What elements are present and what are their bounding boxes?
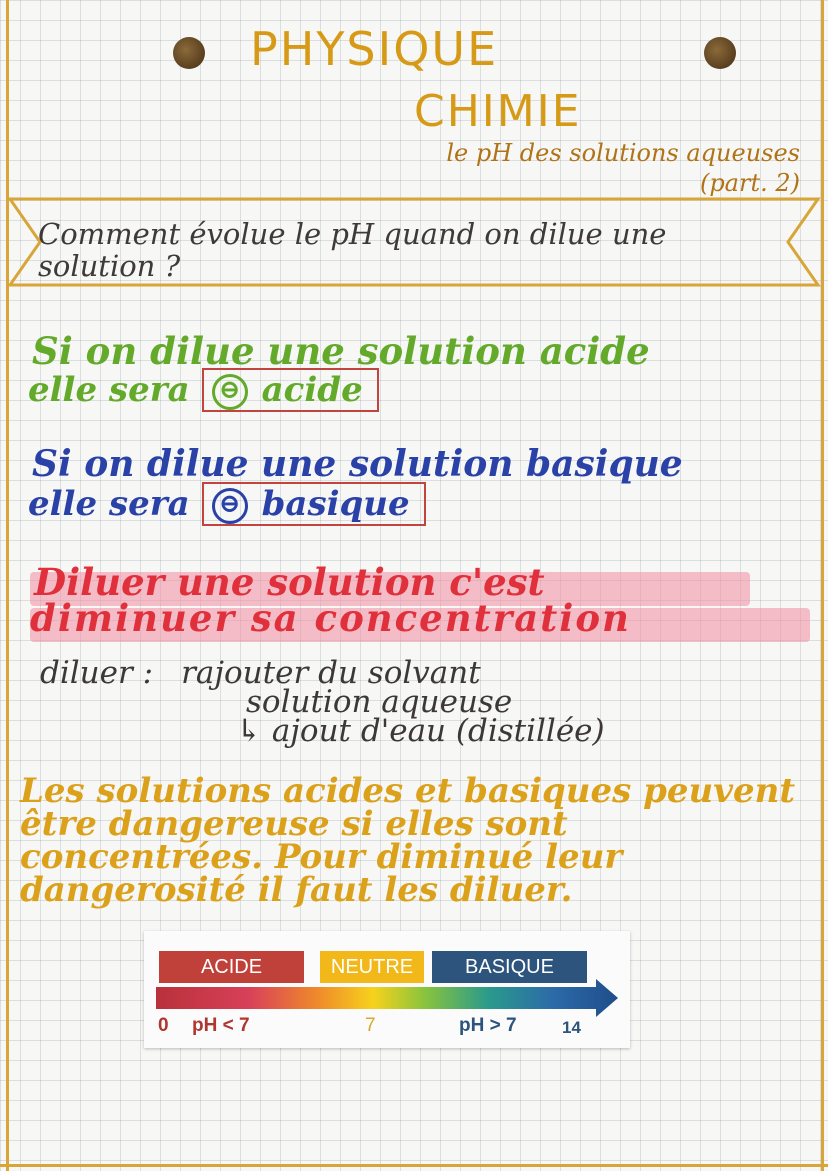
acid-result-box bbox=[202, 368, 379, 412]
margin-line-right bbox=[821, 0, 824, 1171]
base-result-word: basique bbox=[261, 484, 410, 524]
ph-scale-figure bbox=[144, 931, 630, 1048]
highlight-line-2: diminuer sa concentration bbox=[30, 596, 631, 640]
definition-text-1: rajouter du solvant bbox=[181, 655, 481, 691]
punch-hole-right bbox=[704, 37, 736, 69]
less-sign-icon: ⊖ bbox=[212, 374, 248, 410]
definition-line-2: solution aqueuse bbox=[246, 684, 513, 720]
question-text: Comment évolue le pH quand on dilue une solution ? bbox=[38, 217, 667, 283]
page-title-chimie: CHIMIE bbox=[414, 86, 582, 137]
ph-label-neutre: NEUTRE bbox=[320, 951, 424, 983]
ph-tick-7: 7 bbox=[365, 1015, 376, 1036]
ph-tick-14: 14 bbox=[562, 1018, 581, 1037]
ph-label-acide: ACIDE bbox=[159, 951, 304, 983]
highlight-line-1: Diluer une solution c'est bbox=[34, 560, 545, 604]
less-sign-icon: ⊖ bbox=[212, 488, 248, 524]
acid-dilution-result bbox=[28, 368, 379, 412]
warning-paragraph: Les solutions acides et basiques peuvent être dangereuse si elles sont concentrées. Pour diminué leur dangerosité il faut les diluer. bbox=[20, 771, 796, 910]
ph-tick-high: pH > 7 bbox=[459, 1015, 517, 1036]
punch-hole-left bbox=[173, 37, 205, 69]
acid-result-prefix: elle sera bbox=[28, 370, 190, 410]
base-result-prefix: elle sera bbox=[28, 484, 190, 524]
ph-label-basique: BASIQUE bbox=[432, 951, 587, 983]
acid-dilution-sentence: Si on dilue une solution acide bbox=[32, 329, 650, 373]
margin-line-left bbox=[6, 0, 9, 1171]
acid-result-word: acide bbox=[261, 370, 363, 410]
base-dilution-sentence: Si on dilue une solution basique bbox=[32, 443, 683, 485]
base-result-box bbox=[202, 482, 426, 526]
ph-tick-0: 0 bbox=[158, 1015, 169, 1036]
definition-line-3: ↳ ajout d'eau (distillée) bbox=[236, 713, 605, 749]
base-dilution-result bbox=[28, 482, 426, 526]
margin-line-bottom bbox=[0, 1164, 828, 1167]
ph-gradient-arrow bbox=[156, 979, 621, 1017]
page-title-physique: PHYSIQUE bbox=[250, 22, 499, 76]
definition-term: diluer : bbox=[40, 655, 154, 691]
page-subtitle: le pH des solutions aqueuses (part. 2) bbox=[446, 139, 800, 197]
ph-tick-low: pH < 7 bbox=[192, 1015, 250, 1036]
